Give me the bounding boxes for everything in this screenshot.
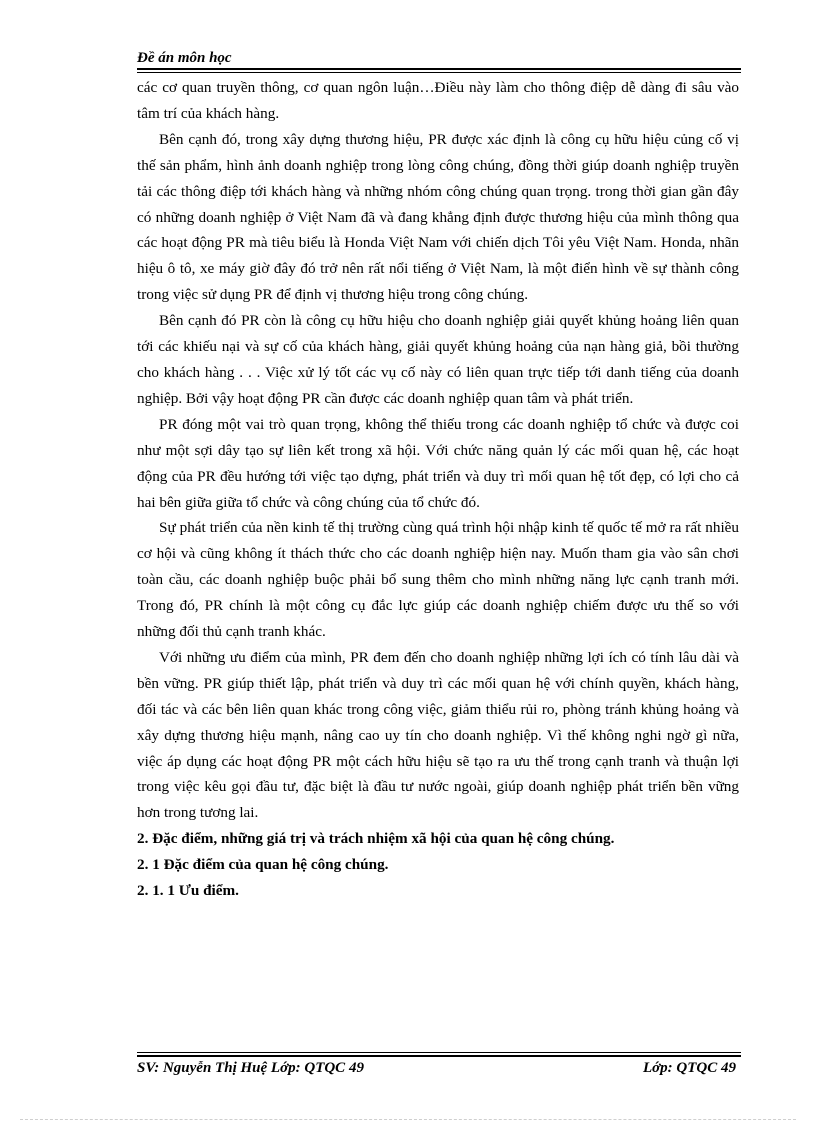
- page-header-title: Đề án môn học: [137, 50, 232, 66]
- paragraph: Với những ưu điểm của mình, PR đem đến cho doanh nghiệp những lợi ích có tính lâu dài và bền vững. PR giúp thiết lập, phát triển và duy trì các mối quan hệ với chính quyền, khách hàng, đối tác và các bên liên quan khác trong công việc, giảm thiểu rủi ro, phòng tránh khủng hoảng và xây dựng thương hiệu mạnh, nâng cao uy tín cho doanh nghiệp. Vì thế không nghi ngờ gì nữa, việc áp dụng các hoạt động PR một cách hữu hiệu sẽ tạo ra ưu thế trong cạnh tranh và thuận lợi trong việc kêu gọi đầu tư, đặc biệt là đầu tư nước ngoài, giúp doanh nghiệp phát triển bền vững hơn trong tương lai.: [137, 648, 739, 822]
- subsubsection-heading: 2. 1. 1 Ưu điểm.: [137, 882, 239, 900]
- section-heading: 2. Đặc điểm, những giá trị và trách nhiệm xã hội của quan hệ công chúng.: [137, 830, 615, 848]
- document-body: [137, 75, 739, 904]
- paragraph: Bên cạnh đó, trong xây dựng thương hiệu, PR được xác định là công cụ hữu hiệu củng cố vị thế sản phẩm, hình ảnh doanh nghiệp trong lòng công chúng, đồng thời giúp doanh nghiệp truyền tải các thông điệp tới khách hàng và những nhóm công chúng quan trọng. trong thời gian gần đây có những doanh nghiệp ở Việt Nam đã và đang khẳng định được thương hiệu của mình thông qua các hoạt động PR mà tiêu biểu là Honda Việt Nam với chiến dịch Tôi yêu Việt Nam. Honda, nhãn hiệu ô tô, xe máy giờ đây đó trở nên rất nổi tiếng ở Việt Nam, là một điển hình về sự thành công trong việc sử dụng PR để định vị thương hiệu trong công chúng.: [137, 130, 739, 304]
- subsection-heading: 2. 1 Đặc điểm của quan hệ công chúng.: [137, 856, 389, 874]
- paragraph: PR đóng một vai trò quan trọng, không thể thiếu trong các doanh nghiệp tổ chức và được coi như một sợi dây tạo sự liên kết trong xã hội. Với chức năng quản lý các mối quan hệ, các hoạt động của PR đều hướng tới việc tạo dựng, phát triển và duy trì mối quan hệ tốt đẹp, có lợi cho cả hai bên giữa giữa tổ chức và công chúng của tổ chức đó.: [137, 415, 739, 511]
- footer-class-info: Lớp: QTQC 49: [642, 1060, 736, 1076]
- paragraph: các cơ quan truyền thông, cơ quan ngôn luận…Điều này làm cho thông điệp dễ dàng đi sâu vào tâm trí của khách hàng.: [137, 79, 739, 122]
- paragraph: Bên cạnh đó PR còn là công cụ hữu hiệu cho doanh nghiệp giải quyết khủng hoảng liên quan tới các khiếu nại và sự cố của khách hàng, giải quyết khủng hoảng của nạn hàng giả, bồi thường cho khách hàng . . . Việc xử lý tốt các vụ cố này có liên quan trực tiếp tới danh tiếng của doanh nghiệp. Bởi vậy hoạt động PR cần được các doanh nghiệp quan tâm và phát triển.: [137, 312, 739, 407]
- paragraph: Sự phát triển của nền kinh tế thị trường cùng quá trình hội nhập kinh tế quốc tế mở ra rất nhiều cơ hội và cũng không ít thách thức cho các doanh nghiệp hiện nay. Muốn tham gia vào sân chơi toàn cầu, các doanh nghiệp buộc phải bổ sung thêm cho mình những năng lực cạnh tranh mới. Trong đó, PR chính là một công cụ đắc lực giúp các doanh nghiệp chiếm được ưu thế so với những đối thủ cạnh tranh khác.: [137, 519, 739, 641]
- footer-rule: [137, 1052, 741, 1057]
- footer-student-info: SV: Nguyễn Thị Huệ Lớp: QTQC 49: [137, 1060, 364, 1076]
- page-edge-divider: [20, 1119, 796, 1120]
- header-rule: [137, 68, 741, 73]
